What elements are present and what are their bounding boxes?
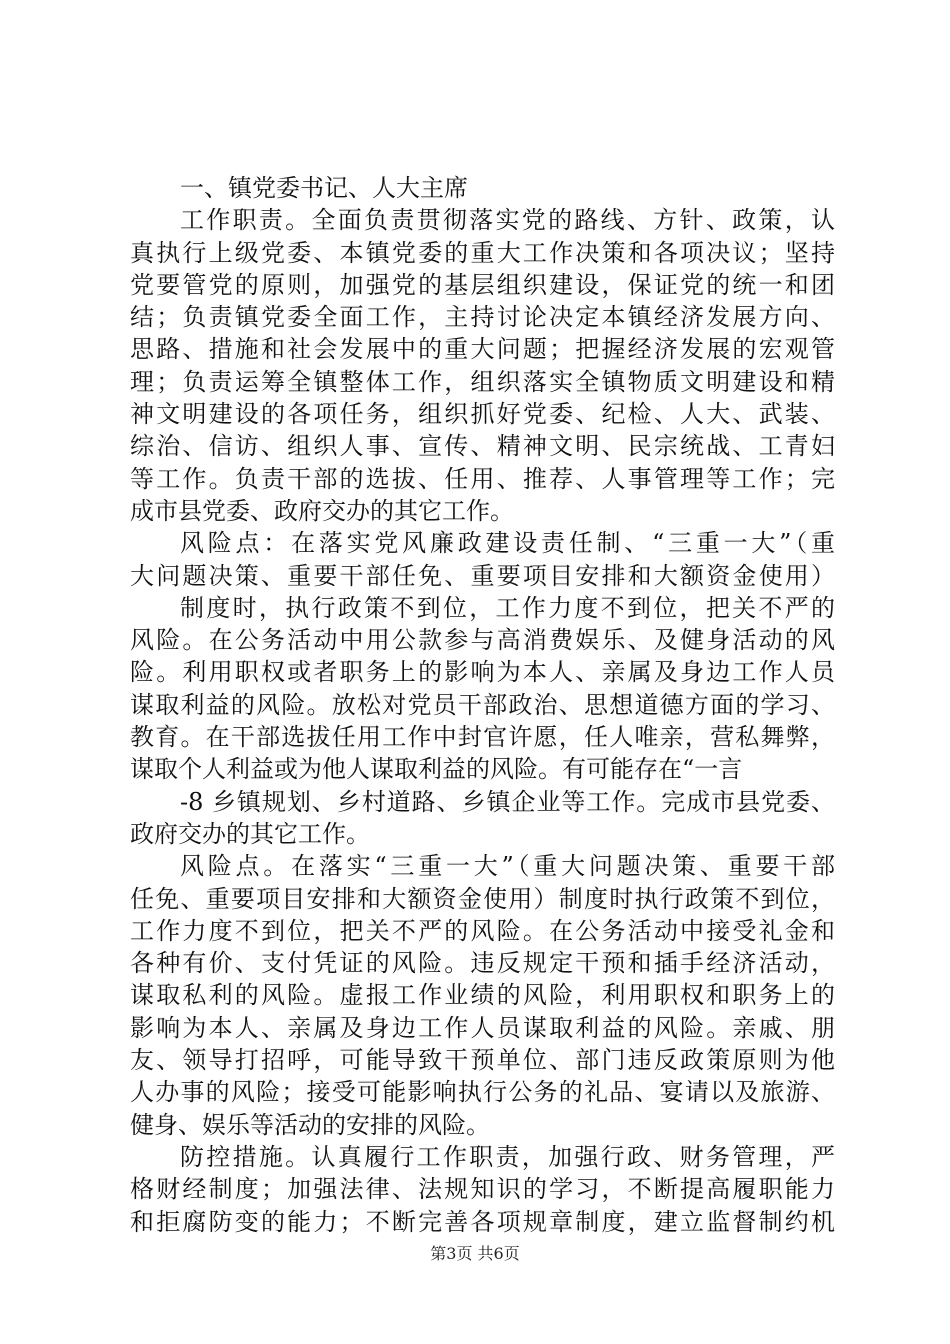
text-line: 风险。在公务活动中用公款参与高消费娱乐、及健身活动的风 (130, 626, 835, 655)
text-line: 各种有价、支付凭证的风险。违反规定干预和插手经济活动， (130, 949, 835, 978)
text-line: 防控措施。认真履行工作职责，加强行政、财务管理，严 (180, 1142, 835, 1171)
text-line: 真执行上级党委、本镇党委的重大工作决策和各项决议；坚持 (130, 238, 835, 267)
text-line: 谋取个人利益或为他人谋取利益的风险。有可能存在“一言 (130, 755, 743, 784)
text-line: 神文明建设的各项任务，组织抓好党委、纪检、人大、武装、 (130, 400, 835, 429)
document-body (130, 172, 835, 1238)
text-line: 等工作。负责干部的选拔、任用、推荐、人事管理等工作；完 (130, 464, 835, 493)
text-line: 思路、措施和社会发展中的重大问题；把握经济发展的宏观管 (130, 335, 835, 364)
text-line: 健身、娱乐等活动的安排的风险。 (130, 1110, 490, 1139)
text-line: 理；负责运筹全镇整体工作，组织落实全镇物质文明建设和精 (130, 367, 835, 396)
text-line: 制度时，执行政策不到位，工作力度不到位，把关不严的 (180, 593, 835, 622)
text-line: 综治、信访、组织人事、宣传、精神文明、民宗统战、工青妇 (130, 432, 835, 461)
text-line: -8 乡镇规划、乡村道路、乡镇企业等工作。完成市县党委、 (180, 787, 835, 816)
text-line: 险。利用职权或者职务上的影响为本人、亲属及身边工作人员 (130, 658, 835, 687)
text-line: 友、领导打招呼，可能导致干预单位、部门违反政策原则为他 (130, 1046, 835, 1075)
page-footer (0, 1244, 950, 1264)
text-line: 大问题决策、重要干部任免、重要项目安排和大额资金使用） (130, 561, 835, 590)
text-line: 工作职责。全面负责贯彻落实党的路线、方针、政策，认 (180, 206, 835, 235)
text-line: 任免、重要项目安排和大额资金使用）制度时执行政策不到位， (130, 884, 835, 913)
page-number: 第3页 共6页 (430, 1244, 520, 1263)
text-line: 谋取私利的风险。虚报工作业绩的风险，利用职权和职务上的 (130, 981, 835, 1010)
text-line: 风险点：在落实党风廉政建设责任制、“三重一大”（重 (180, 529, 835, 558)
text-line: 人办事的风险；接受可能影响执行公务的礼品、宴请以及旅游、 (130, 1078, 835, 1107)
text-line: 风险点。在落实“三重一大”（重大问题决策、重要干部 (180, 852, 835, 881)
section-heading: 一、镇党委书记、人大主席 (180, 174, 468, 202)
text-line: 成市县党委、政府交办的其它工作。 (130, 496, 514, 525)
text-line: 影响为本人、亲属及身边工作人员谋取利益的风险。亲戚、朋 (130, 1013, 835, 1042)
text-line: 工作力度不到位，把关不严的风险。在公务活动中接受礼金和 (130, 916, 835, 945)
text-line: 谋取利益的风险。放松对党员干部政治、思想道德方面的学习、 (130, 690, 835, 719)
text-line: 教育。在干部选拔任用工作中封官许愿，任人唯亲，营私舞弊， (130, 723, 835, 752)
text-line: 格财经制度；加强法律、法规知识的学习，不断提高履职能力 (130, 1175, 835, 1204)
text-line: 和拒腐防变的能力；不断完善各项规章制度，建立监督制约机 (130, 1207, 835, 1236)
text-line: 政府交办的其它工作。 (130, 819, 370, 848)
text-line: 结；负责镇党委全面工作，主持讨论决定本镇经济发展方向、 (130, 303, 835, 332)
text-line: 党要管党的原则，加强党的基层组织建设，保证党的统一和团 (130, 270, 835, 299)
